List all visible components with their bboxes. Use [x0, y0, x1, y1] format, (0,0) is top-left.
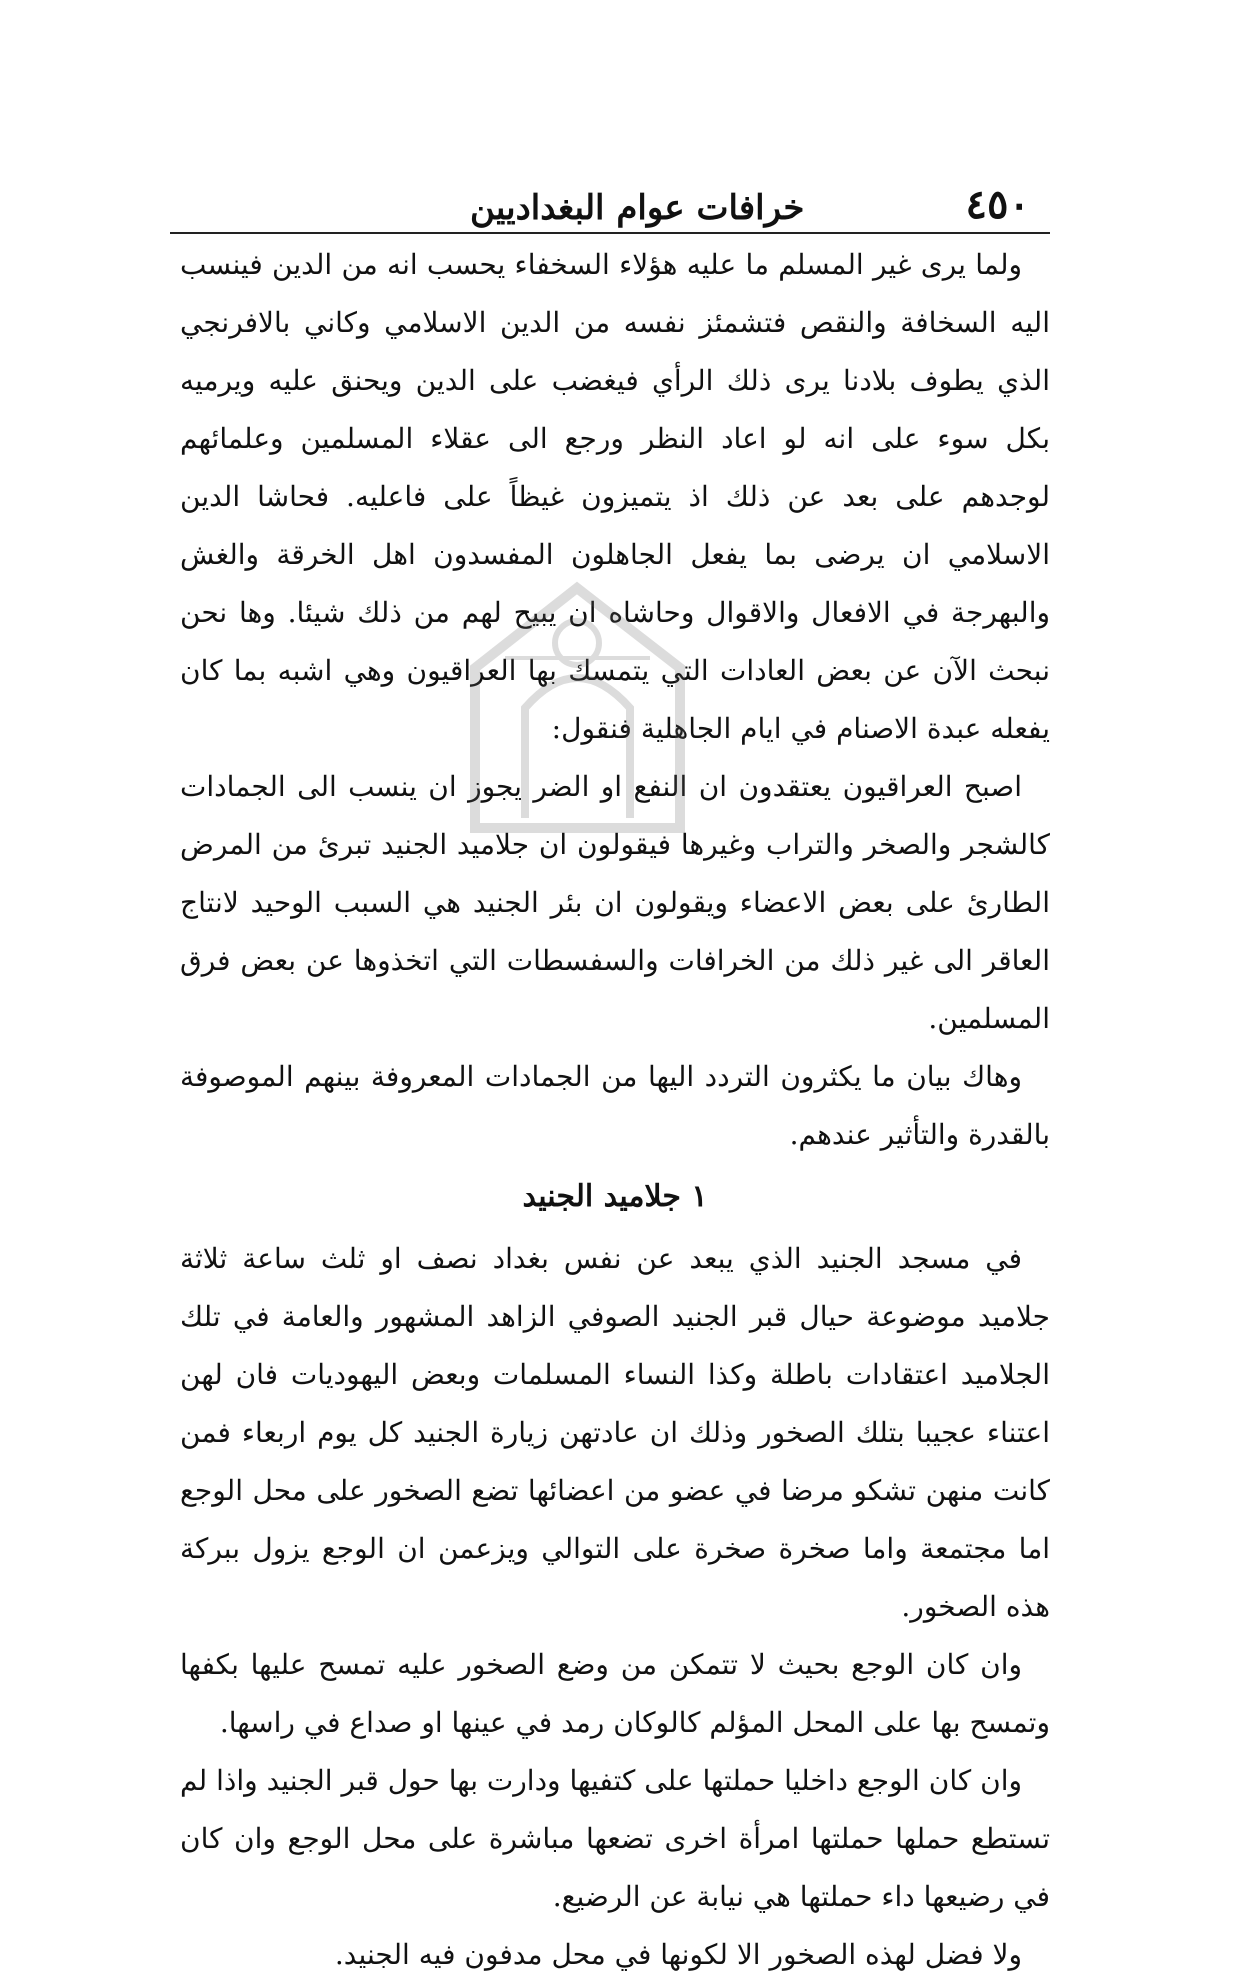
paragraph: ولا فضل لهذه الصخور الا لكونها في محل مدفون فيه الجنيد. — [334, 1938, 1022, 1971]
paragraph: ولما يرى غير المسلم ما عليه هؤلاء السخفاء يحسب انه من الدين فينسب اليه السخافة والنقص فتشمئز نفسه من الدين الاسلامي وكاني بالافرنجي الذي يطوف بلادنا يرى ذلك الرأي فيغضب على الدين ويحنق عليه ويرميه بكل سوء على انه لو اعاد النظر ورجع الى عقلاء المسلمين وعلمائهم لوجدهم على بعد عن ذلك اذ يتميزون غيظاً على فاعليه. فحاشا الدين الاسلامي ان يرضى بما يفعل الجاهلون المفسدون اهل الخرقة والغش والبهرجة في الافعال والاقوال وحاشاه ان يبيح لهم من ذلك شيئا. وها نحن نبحث الآن عن بعض العادات التي يتمسك بها العراقيون وهي اشبه بما كان يفعله عبدة الاصنام في ايام الجاهلية فنقول: — [180, 248, 1050, 745]
paragraph: وهاك بيان ما يكثرون التردد اليها من الجمادات المعروفة بينهم الموصوفة بالقدرة والتأثير عندهم. — [180, 1060, 1050, 1151]
paragraph: في مسجد الجنيد الذي يبعد عن نفس بغداد نصف او ثلث ساعة ثلاثة جلاميد موضوعة حيال قبر الجنيد الصوفي الزاهد المشهور والعامة في تلك الجلاميد اعتقادات باطلة وكذا النساء المسلمات وبعض اليهوديات فان لهن اعتناء عجيبا بتلك الصخور وذلك ان عادتهن زيارة الجنيد كل يوم اربعاء فمن كانت منهن تشكو مرضا في عضو من اعضائها تضع الصخور على محل الوجع اما مجتمعة واما صخرة صخرة على التوالي ويزعمن ان الوجع يزول ببركة هذه الصخور. — [180, 1242, 1050, 1623]
paragraph: وان كان الوجع داخليا حملتها على كتفيها ودارت بها حول قبر الجنيد واذا لم تستطع حملها حملتها امرأة اخرى تضعها مباشرة على محل الوجع وان كان في رضيعها داء حملتها هي نيابة عن الرضيع. — [180, 1764, 1050, 1913]
page-body — [180, 236, 1050, 1984]
header-rule — [170, 232, 1050, 234]
paragraph: وان كان الوجع بحيث لا تتمكن من وضع الصخور عليه تمسح عليها بكفها وتمسح بها على المحل المؤلم كالوكان رمد في عينها او صداع في راسها. — [180, 1648, 1050, 1739]
running-title: خرافات عوام البغداديين — [470, 188, 805, 228]
page-number: ٤٥٠ — [965, 181, 1030, 228]
paragraph: اصبح العراقيون يعتقدون ان النفع او الضر يجوز ان ينسب الى الجمادات كالشجر والصخر والتراب وغيرها فيقولون ان جلاميد الجنيد تبرئ من المرض الطارئ على بعض الاعضاء ويقولون ان بئر الجنيد هي السبب الوحيد لانتاج العاقر الى غير ذلك من الخرافات والسفسطات التي اتخذوها عن بعض فرق المسلمين. — [180, 770, 1050, 1035]
section-heading: ١ جلاميد الجنيد — [522, 1179, 708, 1214]
page-header — [170, 168, 1050, 228]
